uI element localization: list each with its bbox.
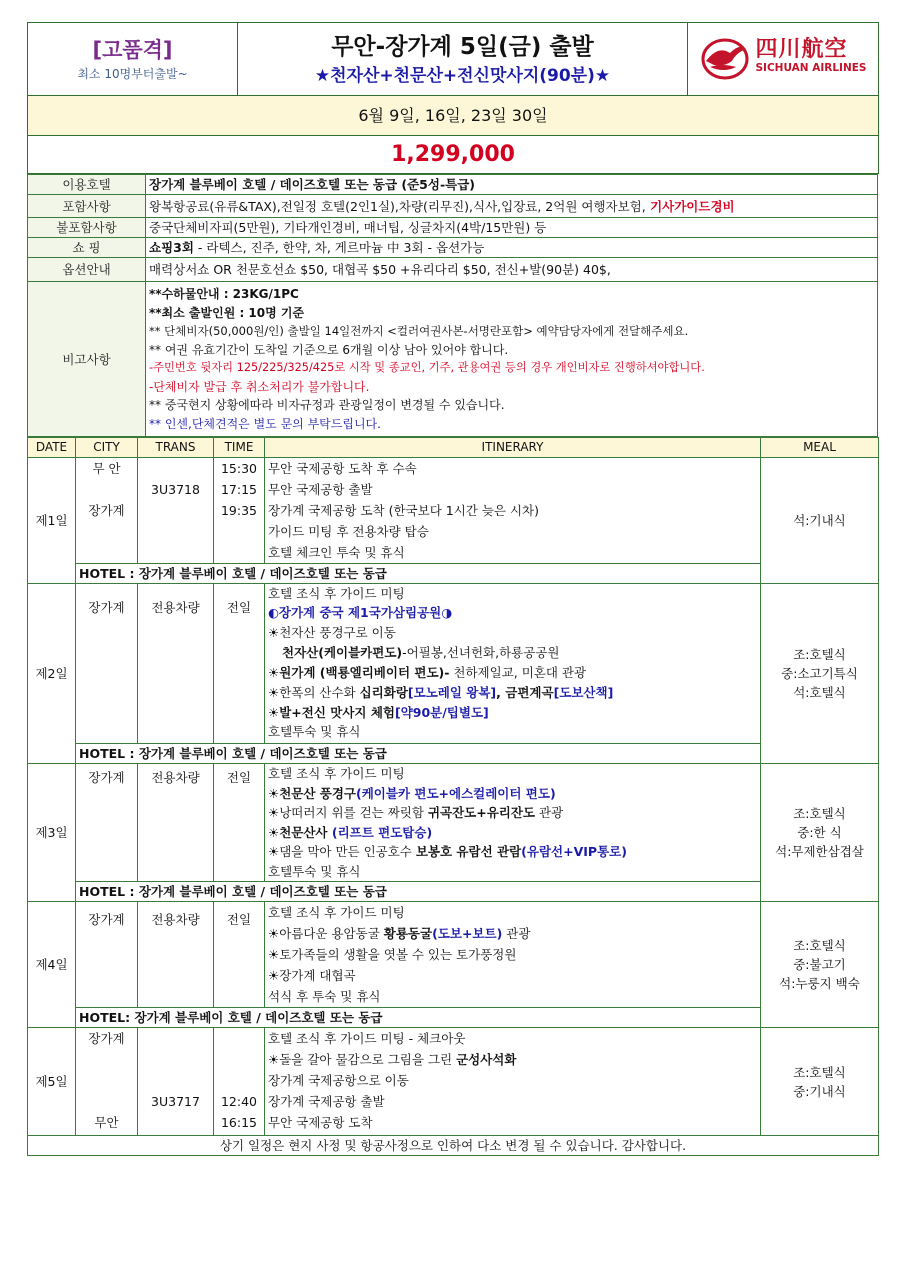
day5-item (268, 1049, 757, 1070)
remark-policy-change: ** 중국현지 상황에따라 비자규정과 관광일정이 변경될 수 있습니다. (149, 398, 505, 412)
day2-item (268, 683, 757, 703)
include-label: 포함사항 (28, 195, 146, 218)
col-trans: TRANS (138, 438, 214, 458)
day3-city: 장가계 (76, 764, 138, 882)
day1-hotel: HOTEL : 장가계 블루베이 호텔 / 데이즈호텔 또는 동급 (76, 564, 761, 584)
day5-city-dest: 무안 (94, 1115, 119, 1130)
day4-hotel: HOTEL: 장가계 블루베이 호텔 / 데이즈호텔 또는 동급 (76, 1008, 761, 1028)
subtitle: ★천자산+천문산+전신맛사지(90분)★ (314, 66, 611, 86)
day3-item: 호텔 조식 후 가이드 미팅 (268, 766, 405, 781)
col-city: CITY (76, 438, 138, 458)
itinerary-table (27, 437, 879, 1156)
day4-item: 호텔 조식 후 가이드 미팅 (268, 905, 405, 920)
day3-lift: (리프트 편도탑승) (331, 824, 433, 840)
col-itinerary: ITINERARY (265, 438, 761, 458)
day5-flight: 3U3717 (151, 1094, 200, 1109)
day2-itinerary (265, 584, 761, 744)
day2-label: 제2일 (28, 584, 76, 764)
col-date: DATE (28, 438, 76, 458)
grade-title: [고품격] (92, 37, 173, 62)
day2-shilihualang: 십리화랑 (359, 685, 408, 700)
day2-walk: [도보산책] (553, 685, 614, 700)
remark-baggage: **수하물안내 : 23KG/1PC (149, 287, 299, 301)
day3-dinner: 석:무제한삼겹살 (775, 844, 864, 859)
day4-row (28, 902, 879, 1008)
day5-itinerary (265, 1028, 761, 1136)
day4-item: ☀토가족들의 생활을 엿볼 수 있는 토가풍정원 (268, 947, 517, 962)
day5-times (214, 1028, 265, 1136)
day1-flight: 3U3718 (151, 482, 200, 497)
grade-cell (28, 23, 238, 96)
include-value (146, 195, 878, 218)
main-title: 무안-장가계 5일(금) 출발 (331, 34, 594, 60)
airline-name-en: SICHUAN AIRLINES (755, 62, 867, 74)
day3-text: ☀낭떠러지 위를 걷는 짜릿함 (268, 805, 428, 820)
day3-lunch: 중:한 식 (797, 825, 842, 840)
option-value: 매력상서쇼 OR 천문호선쇼 $50, 대협곡 $50 +유리다리 $50, 전신+발(90분) 40$, (146, 258, 878, 282)
day4-item: 석식 후 투숙 및 휴식 (268, 989, 381, 1004)
day5-time-2: 16:15 (220, 1115, 258, 1130)
day2-lunch: 중:소고기특식 (781, 666, 858, 681)
remark-group-visa: ** 단체비자(50,000원/인) 출발일 14일전까지 <컬러여권사본-서명란포함> 예약담당자에게 전달해주세요. (149, 324, 689, 338)
day2-item (268, 643, 757, 663)
day2-meal (761, 584, 879, 764)
day2-hotel: HOTEL : 장가계 블루베이 호텔 / 데이즈호텔 또는 동급 (76, 744, 761, 764)
day3-tianmenshan: ☀천문산 풍경구 (268, 785, 357, 801)
tour-itinerary-document (27, 22, 878, 1156)
day1-time-2: 17:15 (220, 482, 258, 497)
shopping-count: 쇼핑3회 (149, 240, 194, 255)
hotel-label: 이용호텔 (28, 175, 146, 195)
day3-vip: (유람선+VIP통로) (521, 844, 627, 859)
day1-time-3: 19:35 (220, 503, 258, 518)
day1-item: 호텔 체크인 투숙 및 휴식 (268, 545, 405, 560)
price: 1,299,000 (28, 136, 879, 174)
day2-yuanjiajie: ☀원가계 (백룡엘리베이터 편도)- (268, 665, 450, 680)
day3-text: 관광 (535, 805, 564, 820)
day1-city (76, 458, 138, 564)
remarks-list (146, 282, 878, 437)
day1-city-origin: 무 안 (92, 461, 121, 476)
day2-tianzishan: 천자산(케이블카편도) (282, 645, 403, 660)
day4-dinner: 석:누룽지 백숙 (779, 976, 860, 991)
day2-row (28, 584, 879, 744)
day5-city-origin: 장가계 (88, 1031, 125, 1046)
day1-trans (138, 458, 214, 564)
day4-itinerary (265, 902, 761, 1008)
day1-row (28, 458, 879, 564)
day5-trans (138, 1028, 214, 1136)
remarks-label: 비고사항 (28, 282, 146, 437)
day3-time: 전일 (214, 764, 265, 882)
day5-item: 호텔 조식 후 가이드 미팅 - 체크아웃 (268, 1031, 466, 1046)
day5-row (28, 1028, 879, 1136)
day3-text: ☀댐을 막아 만든 인공호수 (268, 844, 416, 859)
day5-lunch: 중:기내식 (793, 1083, 846, 1099)
day4-huanglong-cave: 황룡동굴 (383, 926, 433, 941)
day1-time-1: 15:30 (220, 461, 258, 476)
day2-item: 호텔 조식 후 가이드 미팅 (268, 586, 405, 601)
day1-item: 가이드 미팅 후 전용차량 탑승 (268, 524, 429, 539)
day2-time: 전일 (214, 584, 265, 744)
day3-item (268, 842, 757, 862)
day2-item: ☀천자산 풍경구로 이동 (268, 625, 396, 640)
day1-city-dest: 장가계 (88, 503, 125, 518)
info-table (27, 174, 878, 437)
remark-group-quote: ** 인센,단체견적은 별도 문의 부탁드립니다. (149, 416, 381, 431)
airline-name-cn: 四川航空 (755, 36, 848, 62)
sichuan-airlines-bird-icon (700, 37, 750, 81)
day4-time: 전일 (214, 902, 265, 1008)
col-time: TIME (214, 438, 265, 458)
day1-itinerary (265, 458, 761, 564)
day4-item: ☀장가계 대협곡 (268, 968, 356, 983)
option-label: 옵션안내 (28, 258, 146, 282)
shopping-text: - 라텍스, 진주, 한약, 차, 게르마늄 中 3회 - 옵션가능 (193, 240, 485, 255)
day4-city: 장가계 (76, 902, 138, 1008)
day2-item: 호텔투숙 및 휴식 (268, 724, 361, 739)
include-text: 왕복항공료(유류&TAX),전일정 호텔(2인1실),차량(리무진),식사,입장료, 2억원 여행자보험, (149, 198, 646, 214)
day2-yuanjiajie-detail: 천하제일교, 미혼대 관광 (449, 665, 587, 680)
day2-trans: 전용차량 (138, 584, 214, 744)
day4-trans: 전용차량 (138, 902, 214, 1008)
day1-item: 무안 국제공항 도착 후 수속 (268, 461, 417, 476)
day4-text: ☀아름다운 용암동굴 (268, 926, 384, 941)
airline-logo-cell (688, 23, 879, 96)
day2-tianzishan-detail: -어필봉,선녀헌화,하룡공공원 (402, 645, 560, 660)
day4-text: 관광 (502, 926, 531, 941)
day4-item (268, 923, 757, 944)
exclude-value: 중국단체비자피(5만원), 기타개인경비, 매너팁, 싱글차지(4박/15만원) 등 (146, 218, 878, 238)
day3-meal (761, 764, 879, 902)
day1-label: 제1일 (28, 458, 76, 584)
day3-trans: 전용차량 (138, 764, 214, 882)
day5-time-1: 12:40 (220, 1094, 258, 1109)
day5-item: 장가계 국제공항 출발 (268, 1094, 385, 1109)
day3-item (268, 803, 757, 823)
hotel-value: 장가계 블루베이 호텔 / 데이즈호텔 또는 동급 (준5성-특급) (146, 175, 878, 195)
day5-breakfast: 조:호텔식 (793, 1064, 846, 1080)
header-table (27, 22, 879, 174)
day2-monorail: [모노레일 왕복] (407, 685, 497, 700)
day4-boat: (도보+보트) (432, 926, 503, 941)
day2-item (268, 663, 757, 683)
day2-park-heading: ◐장가계 중국 제1국가삼림공원◑ (268, 605, 453, 620)
day4-meal (761, 902, 879, 1028)
shopping-value (146, 238, 878, 258)
day4-lunch: 중:불고기 (793, 957, 846, 972)
day3-item (268, 784, 757, 804)
day1-item: 장가계 국제공항 도착 (한국보다 1시간 늦은 시차) (268, 503, 539, 518)
title-cell (238, 23, 688, 96)
day3-item (268, 823, 757, 843)
day3-glass-walk: 귀곡잔도+유리잔도 (427, 805, 536, 820)
day5-text: ☀돌을 갈아 물감으로 그림을 그린 (268, 1052, 457, 1067)
day3-label: 제3일 (28, 764, 76, 902)
day3-temple: ☀천문산사 (268, 824, 332, 840)
day2-city: 장가계 (76, 584, 138, 744)
remark-personal-visa: -주민번호 뒷자리 125/225/325/425로 시작 및 종교인, 기주, 관용여권 등의 경우 개인비자로 진행하셔야합니다. (149, 361, 705, 374)
remark-passport: ** 여권 유효기간이 도착일 기준으로 6개월 이상 남아 있어야 합니다. (149, 342, 509, 357)
day3-baofenghu: 보봉호 유람선 관람 (415, 844, 522, 859)
day1-meal: 석:기내식 (761, 458, 879, 584)
day2-item (268, 703, 757, 723)
remark-min-people: **최소 출발인원 : 10명 기준 (149, 305, 305, 320)
day4-breakfast: 조:호텔식 (793, 938, 846, 953)
day3-item: 호텔투숙 및 휴식 (268, 863, 361, 879)
day2-dinner: 석:호텔식 (793, 685, 846, 700)
day2-massage-detail: [약90분/팁별도] (394, 705, 489, 720)
day3-itinerary (265, 764, 761, 882)
day3-hotel: HOTEL : 장가계 블루베이 호텔 / 데이즈호텔 또는 동급 (76, 882, 761, 902)
shopping-label: 쇼 핑 (28, 238, 146, 258)
itinerary-header-row (28, 438, 879, 458)
day1-item: 무안 국제공항 출발 (268, 482, 373, 497)
day1-times (214, 458, 265, 564)
day5-meal (761, 1028, 879, 1136)
day3-cablecar: (케이블카 편도+에스컬레이터 편도) (356, 785, 556, 801)
day5-stone-painting: 군성사석화 (456, 1052, 517, 1067)
day2-text: ☀한폭의 산수화 (268, 685, 360, 700)
col-meal: MEAL (761, 438, 879, 458)
day2-jinbianxi: , 금편계곡 (496, 685, 554, 700)
day5-item: 무안 국제공항 도착 (268, 1115, 373, 1130)
day3-row (28, 764, 879, 882)
remark-no-cancel: -단체비자 발급 후 취소처리가 불가합니다. (149, 379, 370, 394)
footer-note: 상기 일정은 현지 사정 및 항공사정으로 인하여 다소 변경 될 수 있습니다. 감사합니다. (28, 1136, 879, 1156)
min-departure-note: 최소 10명부터출발~ (77, 66, 188, 81)
exclude-label: 불포함사항 (28, 218, 146, 238)
day2-breakfast: 조:호텔식 (793, 647, 846, 662)
day5-label: 제5일 (28, 1028, 76, 1136)
day3-breakfast: 조:호텔식 (793, 806, 846, 821)
day5-city (76, 1028, 138, 1136)
day2-massage: ☀발+전신 맛사지 체험 (268, 705, 395, 720)
include-guide-fee: 기사가이드경비 (645, 198, 735, 214)
departure-dates: 6월 9일, 16일, 23일 30일 (28, 96, 879, 136)
day5-item: 장가계 국제공항으로 이동 (268, 1073, 409, 1088)
day4-label: 제4일 (28, 902, 76, 1028)
